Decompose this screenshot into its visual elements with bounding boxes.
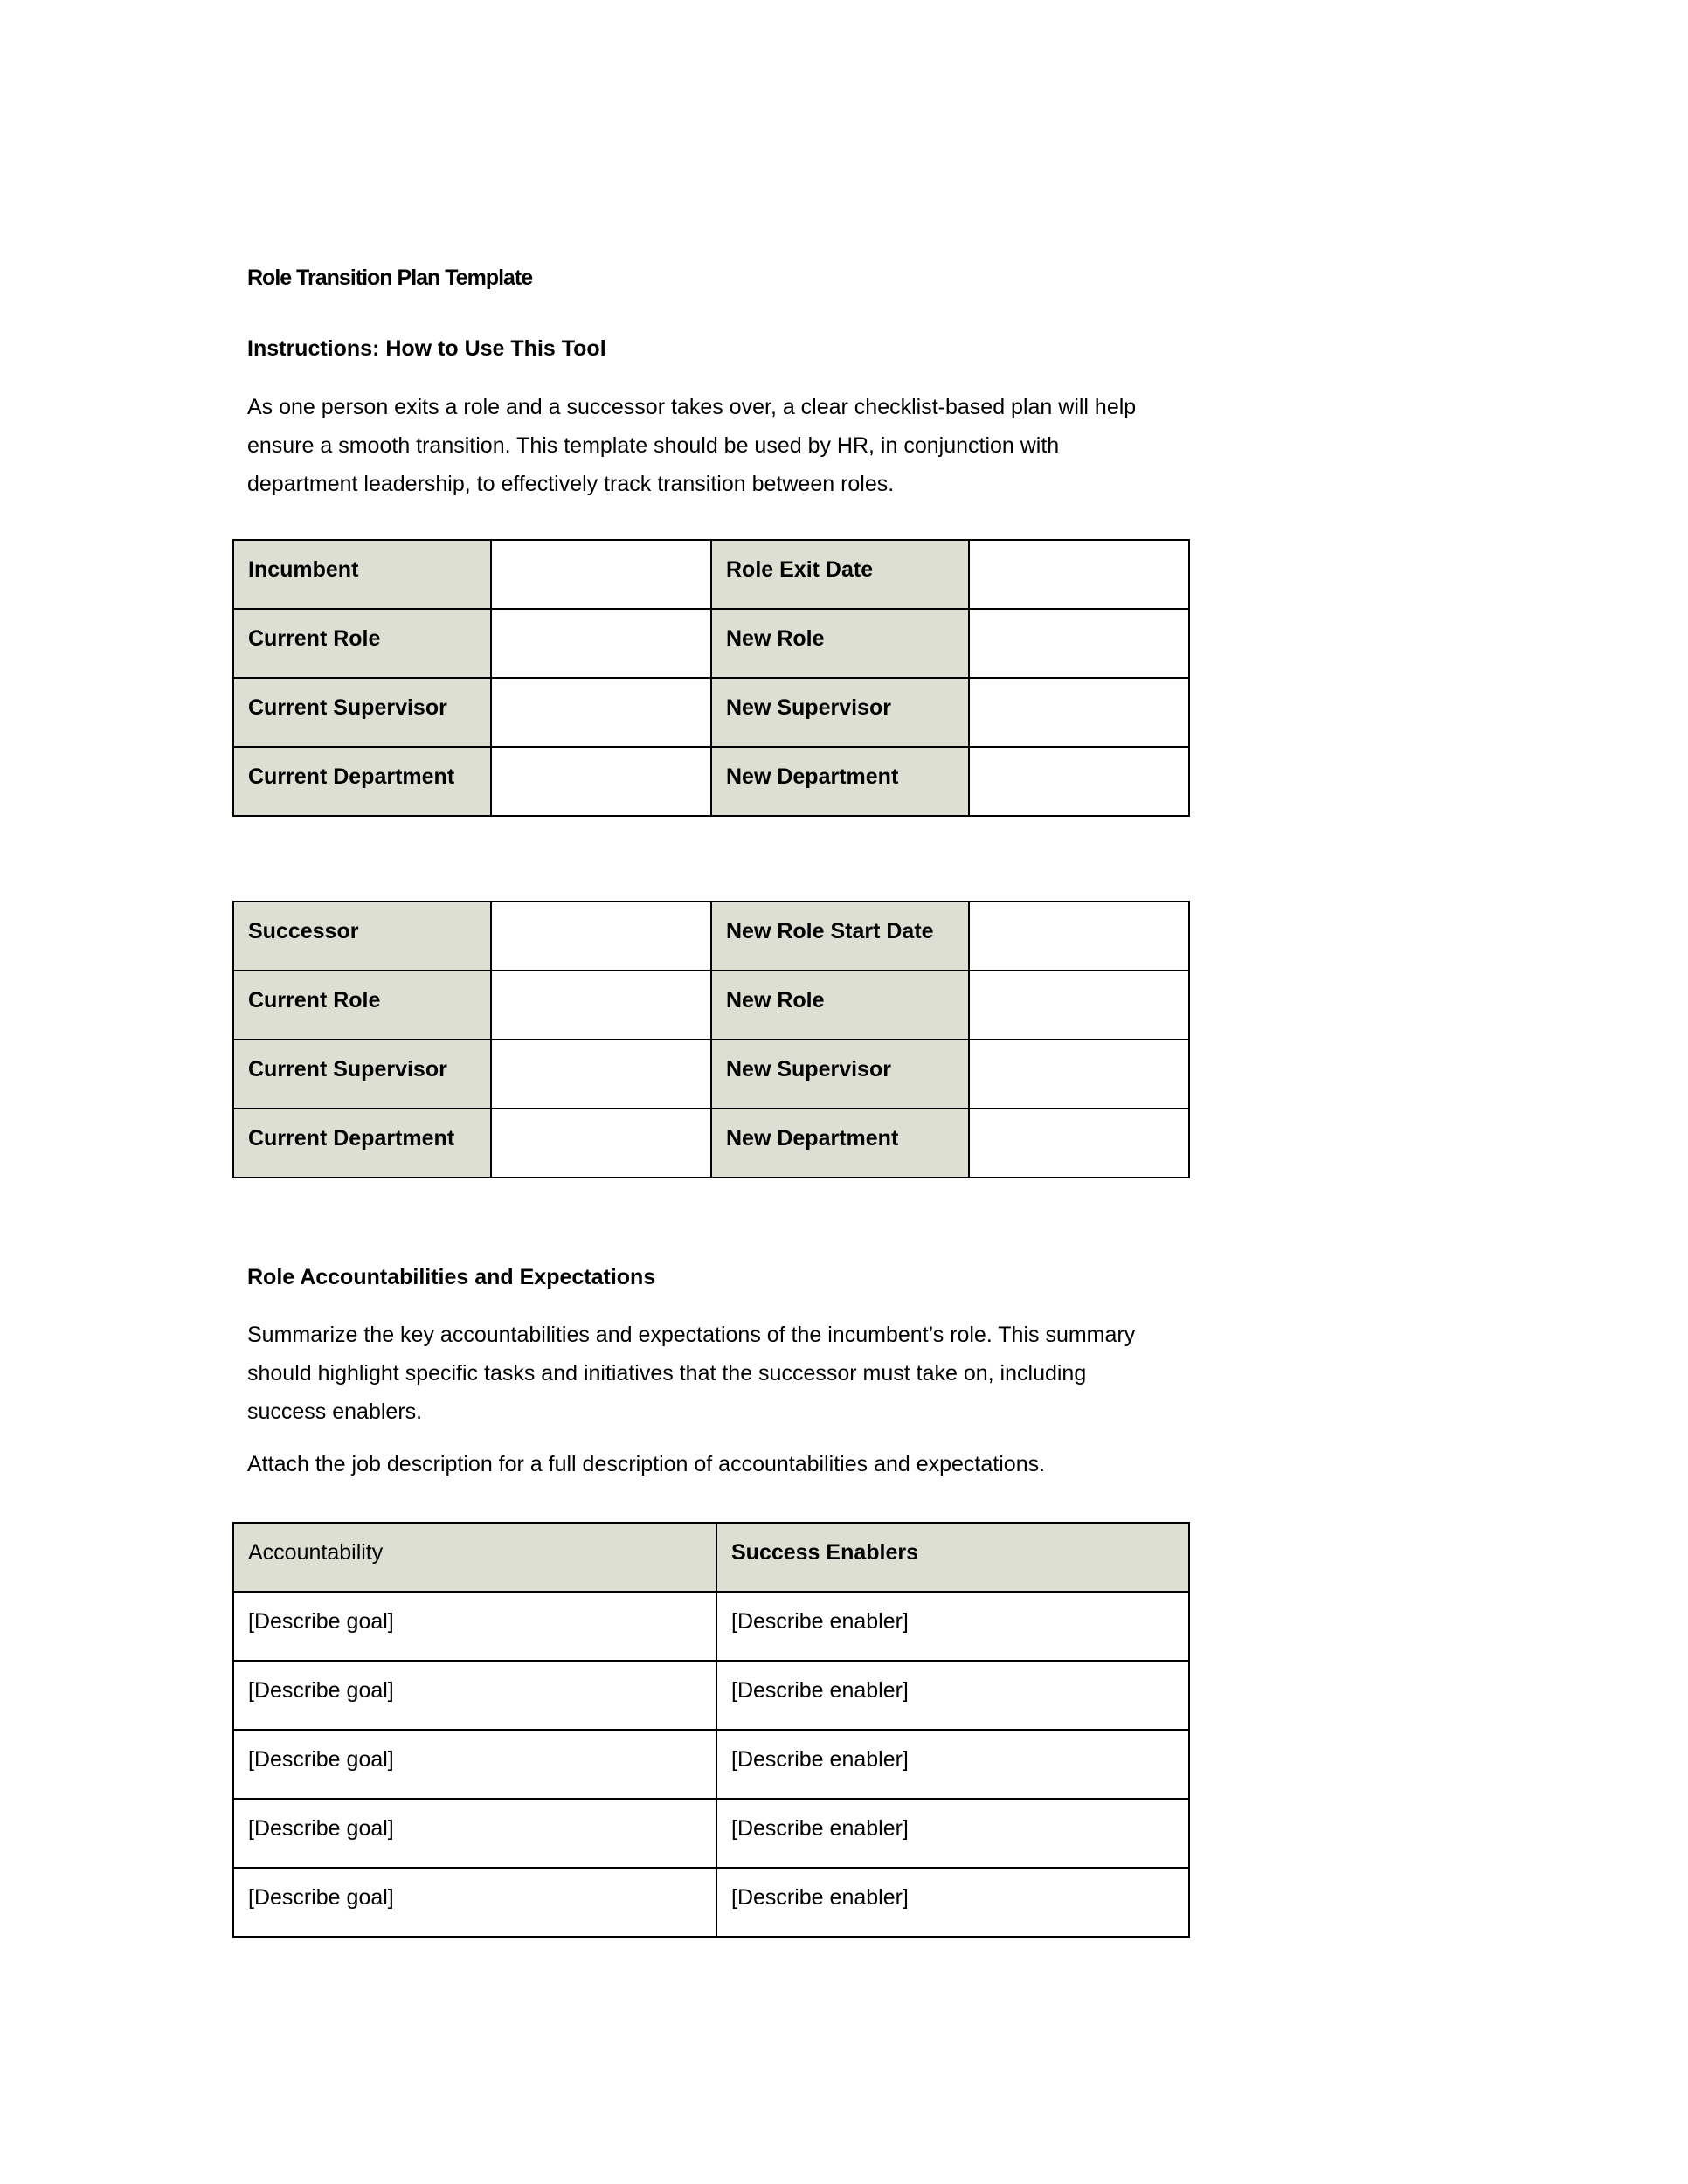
new-supervisor-label: New Supervisor — [711, 678, 969, 747]
table-row — [233, 1799, 1189, 1868]
table-row — [233, 1592, 1189, 1661]
current-supervisor-field[interactable] — [491, 1040, 711, 1109]
current-department-label: Current Department — [233, 747, 491, 816]
new-role-label: New Role — [711, 609, 969, 678]
successor-name-field[interactable] — [491, 902, 711, 971]
table-row — [233, 971, 1189, 1040]
new-supervisor-field[interactable] — [969, 678, 1189, 747]
summary-line: success enablers. — [247, 1400, 423, 1424]
goal-cell[interactable]: [Describe goal] — [233, 1868, 716, 1937]
current-department-field[interactable] — [491, 1109, 711, 1178]
current-supervisor-field[interactable] — [491, 678, 711, 747]
instructions-heading: Instructions: How to Use This Tool — [247, 336, 606, 361]
goal-cell[interactable]: [Describe goal] — [233, 1799, 716, 1868]
new-role-label: New Role — [711, 971, 969, 1040]
accountabilities-heading: Role Accountabilities and Expectations — [247, 1265, 656, 1289]
table-row — [233, 1730, 1189, 1799]
new-department-label: New Department — [711, 747, 969, 816]
new-role-field[interactable] — [969, 971, 1189, 1040]
enabler-cell[interactable]: [Describe enabler] — [716, 1592, 1189, 1661]
instructions-line: As one person exits a role and a successor takes over, a clear checklist-based plan will help — [247, 395, 1137, 419]
table-row — [233, 609, 1189, 678]
current-department-field[interactable] — [491, 747, 711, 816]
document-title: Role Transition Plan Template — [247, 266, 533, 290]
incumbent-label: Incumbent — [233, 540, 491, 609]
instructions-paragraph — [247, 388, 1191, 503]
table-row — [233, 678, 1189, 747]
successor-label: Successor — [233, 902, 491, 971]
goal-cell[interactable]: [Describe goal] — [233, 1730, 716, 1799]
accountability-table — [232, 1522, 1190, 1938]
success-enablers-header: Success Enablers — [716, 1523, 1189, 1592]
current-supervisor-label: Current Supervisor — [233, 678, 491, 747]
current-role-label: Current Role — [233, 609, 491, 678]
attach-note: Attach the job description for a full description of accountabilities and expectations. — [247, 1452, 1046, 1476]
summary-line: Summarize the key accountabilities and expectations of the incumbent’s role. This summary — [247, 1323, 1136, 1347]
enabler-cell[interactable]: [Describe enabler] — [716, 1661, 1189, 1730]
table-row — [233, 902, 1189, 971]
instructions-line: department leadership, to effectively track transition between roles. — [247, 472, 895, 496]
enabler-cell[interactable]: [Describe enabler] — [716, 1868, 1189, 1937]
new-role-field[interactable] — [969, 609, 1189, 678]
table-row — [233, 1868, 1189, 1937]
table-row — [233, 747, 1189, 816]
new-department-field[interactable] — [969, 747, 1189, 816]
new-role-start-date-label: New Role Start Date — [711, 902, 969, 971]
current-role-field[interactable] — [491, 971, 711, 1040]
table-row — [233, 1109, 1189, 1178]
accountability-header: Accountability — [233, 1523, 716, 1592]
current-department-label: Current Department — [233, 1109, 491, 1178]
table-row — [233, 1040, 1189, 1109]
table-header-row — [233, 1523, 1189, 1592]
accountabilities-summary — [247, 1316, 1191, 1431]
current-supervisor-label: Current Supervisor — [233, 1040, 491, 1109]
goal-cell[interactable]: [Describe goal] — [233, 1592, 716, 1661]
role-exit-date-field[interactable] — [969, 540, 1189, 609]
current-role-label: Current Role — [233, 971, 491, 1040]
enabler-cell[interactable]: [Describe enabler] — [716, 1799, 1189, 1868]
new-supervisor-label: New Supervisor — [711, 1040, 969, 1109]
new-supervisor-field[interactable] — [969, 1040, 1189, 1109]
successor-table — [232, 901, 1190, 1178]
table-row — [233, 540, 1189, 609]
current-role-field[interactable] — [491, 609, 711, 678]
new-role-start-date-field[interactable] — [969, 902, 1189, 971]
new-department-label: New Department — [711, 1109, 969, 1178]
new-department-field[interactable] — [969, 1109, 1189, 1178]
enabler-cell[interactable]: [Describe enabler] — [716, 1730, 1189, 1799]
incumbent-table — [232, 539, 1190, 817]
instructions-line: ensure a smooth transition. This template should be used by HR, in conjunction with — [247, 433, 1060, 458]
summary-line: should highlight specific tasks and initiatives that the successor must take on, including — [247, 1361, 1087, 1386]
incumbent-name-field[interactable] — [491, 540, 711, 609]
goal-cell[interactable]: [Describe goal] — [233, 1661, 716, 1730]
role-exit-date-label: Role Exit Date — [711, 540, 969, 609]
table-row — [233, 1661, 1189, 1730]
